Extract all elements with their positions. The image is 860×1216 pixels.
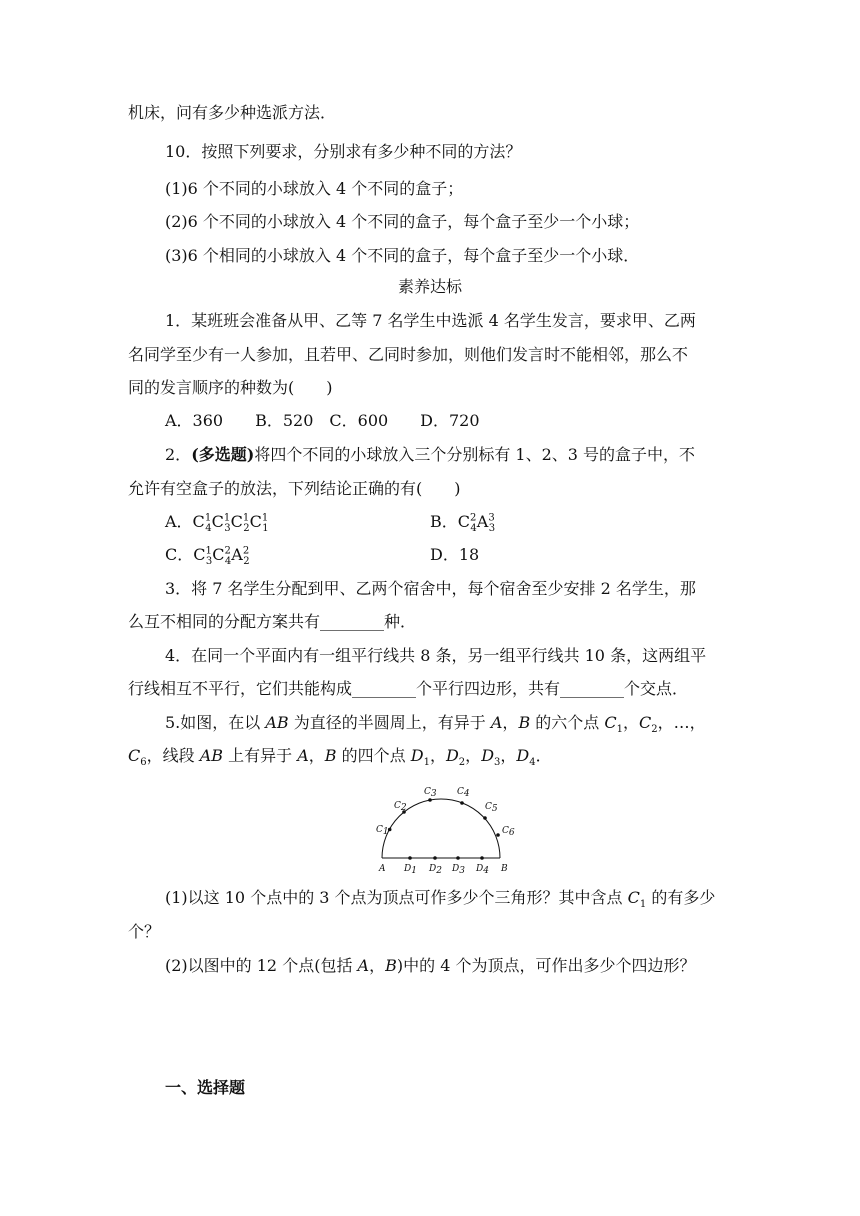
q3-line-2: 么互不相同的分配方案共有________种． [128, 612, 417, 631]
q2-line-1 [165, 444, 695, 466]
section-heading-choice: 一、选择题 [165, 1078, 246, 1097]
q2-line-2: 允许有空盒子的放法，下列结论正确的有( ) [128, 479, 461, 498]
q2-option-c: C．$C^1_3C^2_4A^2_2$ [165, 545, 250, 568]
point-d3 [456, 856, 460, 860]
q5-part-1-line-2: 个？ [128, 922, 161, 941]
point-d1 [408, 856, 412, 860]
label-c6: C6 [502, 826, 515, 838]
section-title: 素养达标 [397, 277, 462, 296]
q3-line-1: 3．将 7 名学生分配到甲、乙两个宿舍中，每个宿舍至少安排 2 名学生，那 [165, 579, 696, 598]
q2-number: 2． [165, 445, 192, 464]
q2-option-b: B．$C^2_4A^3_3$ [430, 512, 496, 535]
point-c5 [483, 816, 487, 820]
point-d4 [480, 856, 484, 860]
label-d3: D3 [452, 864, 465, 876]
q10-part-3: (3)6 个相同的小球放入 4 个不同的盒子，每个盒子至少一个小球． [165, 246, 640, 265]
point-c6 [496, 833, 500, 837]
label-c5: C5 [485, 802, 498, 814]
label-d4: D4 [476, 864, 489, 876]
point-d2 [433, 856, 437, 860]
q10-part-1: (1)6 个不同的小球放入 4 个不同的盒子； [165, 179, 464, 198]
point-c4 [460, 801, 464, 805]
label-c3: C3 [424, 787, 437, 799]
q5-line-1: 5.如图，在以 AB 为直径的半圆周上，有异于 A，B 的六个点 $C_1$，$C_2$，…， [165, 713, 706, 736]
prev-question-tail: 机床，问有多少种选派方法． [128, 103, 337, 122]
label-d1: D1 [404, 864, 417, 876]
q4-line-1: 4．在同一个平面内有一组平行线共 8 条，另一组平行线共 10 条，这两组平 [165, 646, 707, 665]
q1-line-1: 1．某班班会准备从甲、乙等 7 名学生中选派 4 名学生发言，要求甲、乙两 [165, 311, 696, 330]
q1-line-3: 同的发言顺序的种数为( ) [128, 378, 333, 397]
q4-line-2: 行线相互不平行，它们共能构成________个平行四边形，共有________个交点． [128, 679, 689, 698]
label-b: B [501, 864, 508, 874]
q2-line-1-rest: 将四个不同的小球放入三个分别标有 1、2、3 号的盒子中，不 [254, 445, 696, 464]
label-a: A [379, 864, 386, 874]
q2-tag: (多选题) [191, 445, 255, 464]
q5-line-2: $C_6$，线段 AB 上有异于 A，B 的四个点 $D_1$，$D_2$，$D_3$，$D_4$． [128, 746, 552, 769]
label-c4: C4 [457, 787, 470, 799]
q10-stem: 10．按照下列要求，分别求有多少种不同的方法？ [165, 142, 522, 161]
q5-part-1-line-1: (1)以这 10 个点中的 3 个点为顶点可作多少个三角形？其中含点 $C_1$ 的有多少 [165, 888, 716, 911]
label-c1: C1 [376, 825, 389, 837]
q5-part-2: (2)以图中的 12 个点(包括 A，B)中的 4 个为顶点，可作出多少个四边形？ [165, 956, 696, 975]
label-c2: C2 [394, 801, 407, 813]
semicircle-figure [360, 780, 520, 880]
q1-options: A．360 B．520 C．600 D．720 [165, 411, 480, 430]
q2-option-d: D．18 [430, 545, 480, 564]
label-d2: D2 [429, 864, 442, 876]
q10-part-2: (2)6 个不同的小球放入 4 个不同的盒子，每个盒子至少一个小球； [165, 212, 640, 231]
q1-line-2: 名同学至少有一人参加，且若甲、乙同时参加，则他们发言时不能相邻，那么不 [128, 345, 689, 364]
q2-option-a: A．$C^1_4C^1_3C^1_2C^1_1$ [165, 512, 269, 535]
